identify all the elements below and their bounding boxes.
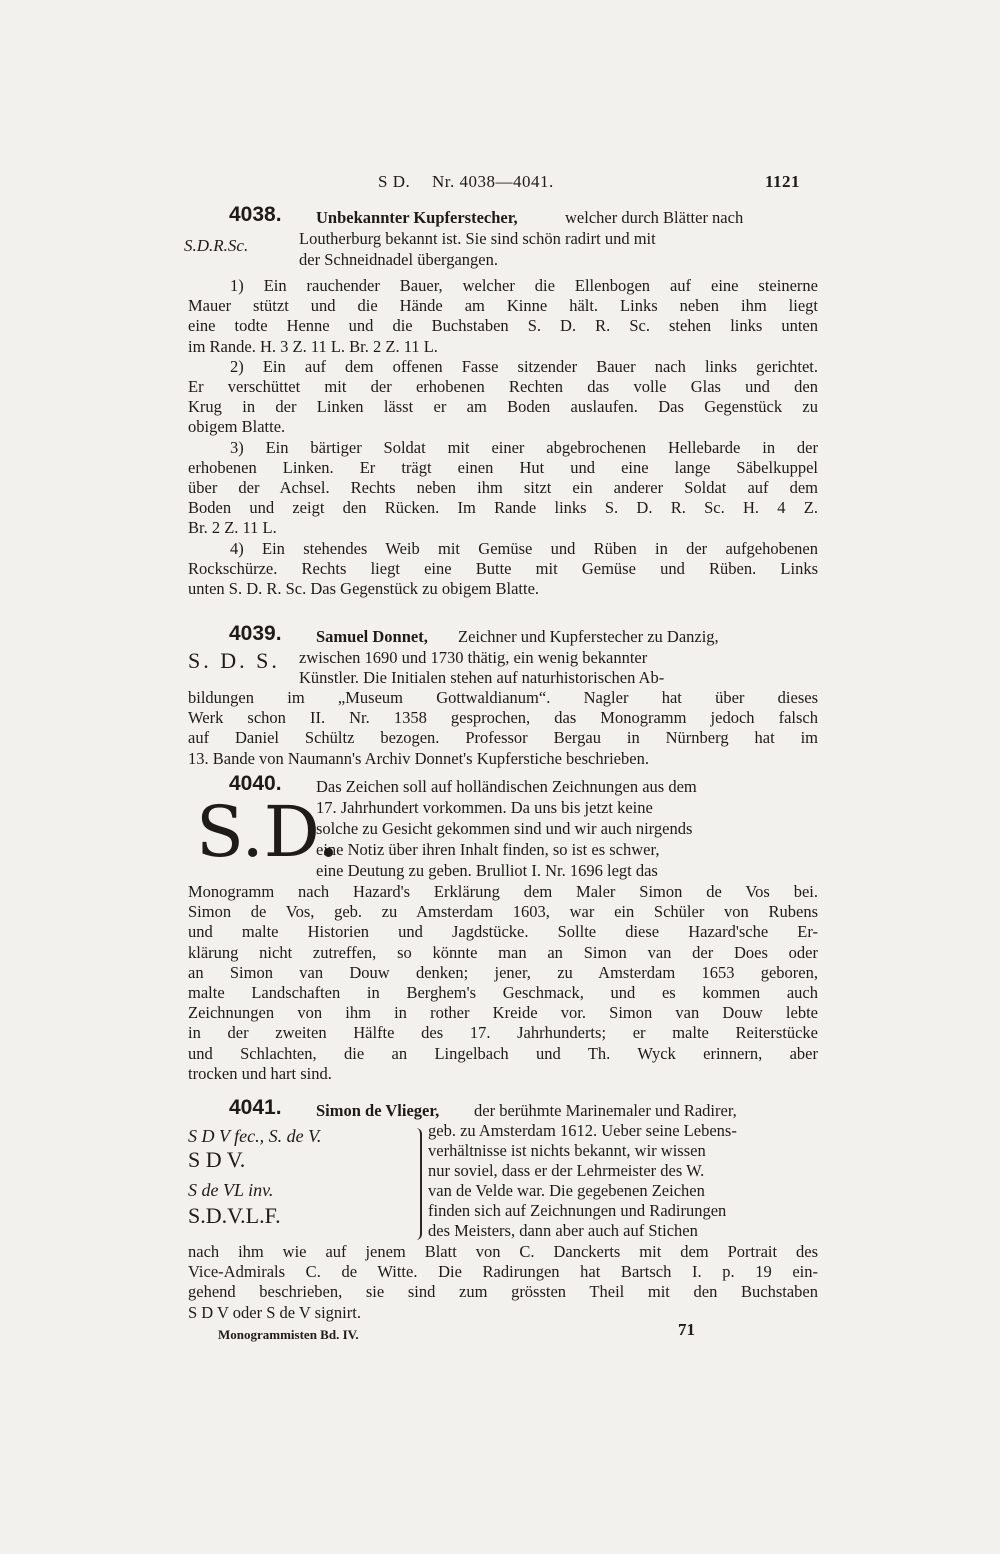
monogram-4041-b: S D V.: [188, 1147, 246, 1172]
entry-line: gehend beschrieben, sie sind zum grössten Theil mit den Buchstaben: [188, 1282, 818, 1302]
entry-line: in der zweiten Hälfte des 17. Jahrhunderts; er malte Reiterstücke: [188, 1023, 818, 1043]
monogram-4041-a: S D V fec., S. de V.: [188, 1126, 322, 1146]
entry-line: 2) Ein auf dem offenen Fasse sitzender Bauer nach links gerichtet.: [230, 356, 818, 376]
entry-line: eine Notiz über ihren Inhalt finden, so ist es schwer,: [316, 840, 660, 859]
entry-line: malte Landschaften in Berghem's Geschmack, und es kommen auch: [188, 983, 818, 1003]
header-center: Nr. 4038—4041.: [432, 172, 554, 191]
monogram-4041-c: S de VL inv.: [188, 1180, 274, 1200]
entry-line: geb. zu Amsterdam 1612. Ueber seine Lebens-: [428, 1121, 737, 1140]
entry-title-4038: Unbekannter Kupferstecher,: [316, 208, 518, 227]
entry-line: Monogramm nach Hazard's Erklärung dem Maler Simon de Vos bei.: [188, 882, 818, 901]
entry-line: Simon de Vos, geb. zu Amsterdam 1603, war ein Schüler von Rubens: [188, 902, 818, 922]
entry-body-4038: [188, 276, 818, 599]
entry-line: zwischen 1690 und 1730 thätig, ein wenig bekannter: [299, 648, 648, 667]
entry-line: 4) Ein stehendes Weib mit Gemüse und Rüben in der aufgehobenen: [230, 538, 818, 558]
entry-line: nach ihm wie auf jenem Blatt von C. Danckerts mit dem Portrait des: [188, 1242, 818, 1261]
entry-line: im Rande. H. 3 Z. 11 L. Br. 2 Z. 11 L.: [188, 336, 438, 356]
entry-line: Werk schon II. Nr. 1358 gesprochen, das Monogramm jedoch falsch: [188, 708, 818, 728]
entry-line: 17. Jahrhundert vorkommen. Da uns bis jetzt keine: [316, 798, 653, 817]
entry-title-4041: Simon de Vlieger,: [316, 1101, 440, 1120]
monogram-4038: S.D.R.Sc.: [184, 236, 249, 255]
entry-line: erhobenen Linken. Er trägt einen Hut und eine lange Säbelkuppel: [188, 457, 818, 477]
entry-line: eine Deutung zu geben. Brulliot I. Nr. 1696 legt das: [316, 861, 658, 880]
entry-line: solche zu Gesicht gekommen sind und wir auch nirgends: [316, 819, 693, 838]
entry-line: eine todte Henne und die Buchstaben S. D. R. Sc. stehen links unten: [188, 316, 818, 336]
header-left: S D.: [378, 172, 411, 191]
entry-line: obigem Blatte.: [188, 417, 286, 437]
entry-line: Er verschüttet mit der erhobenen Rechten das volle Glas und den: [188, 377, 818, 397]
entry-line: 13. Bande von Naumann's Archiv Donnet's Kupferstiche beschrieben.: [188, 748, 649, 768]
entry-line: klärung nicht zutreffen, so könnte man an Simon van der Does oder: [188, 942, 818, 962]
monogram-4039: S. D. S.: [188, 648, 280, 673]
entry-line: S D V oder S de V signirt.: [188, 1302, 361, 1322]
entry-line: Loutherburg bekannt ist. Sie sind schön radirt und mit: [299, 229, 656, 248]
entry-line: Rockschürze. Rechts liegt eine Butte mit Gemüse und Rüben. Links: [188, 558, 818, 578]
entry-line: Zeichnungen von ihm in rother Kreide vor. Simon van Douw lebte: [188, 1003, 818, 1023]
entry-number-4041: 4041.: [229, 1096, 282, 1119]
entry-line: Das Zeichen soll auf holländischen Zeichnungen aus dem: [316, 777, 697, 796]
entry-number-4040: 4040.: [229, 772, 282, 795]
entry-line: trocken und hart sind.: [188, 1063, 332, 1083]
footer-volume: Monogrammisten Bd. IV.: [218, 1327, 359, 1342]
entry-line: finden sich auf Zeichnungen und Radirungen: [428, 1201, 727, 1220]
entry-line: des Meisters, dann aber auch auf Stichen: [428, 1221, 698, 1240]
entry-line: Krug in der Linken lässt er am Boden auslaufen. Das Gegenstück zu: [188, 397, 818, 417]
entry-line: 1) Ein rauchender Bauer, welcher die Ellenbogen auf eine steinerne: [230, 276, 818, 295]
entry-line: Mauer stützt und die Hände am Kinne hält. Links neben ihm liegt: [188, 296, 818, 316]
entry-line: Künstler. Die Initialen stehen auf naturhistorischen Ab-: [299, 668, 665, 687]
entry-body-4040: [188, 882, 818, 1084]
entry-line: Zeichner und Kupferstecher zu Danzig,: [458, 627, 719, 646]
entry-line: verhältnisse ist nichts bekannt, wir wissen: [428, 1141, 706, 1160]
entry-line: und Schlachten, die an Lingelbach und Th. Wyck erinnern, aber: [188, 1043, 818, 1063]
entry-line: der berühmte Marinemaler und Radirer,: [474, 1101, 737, 1120]
entry-line: der Schneidnadel übergangen.: [299, 250, 498, 269]
entry-body-4041: [188, 1242, 818, 1323]
entry-number-4038: 4038.: [229, 203, 282, 226]
entry-line: Boden und zeigt den Rücken. Im Rande links S. D. R. Sc. H. 4 Z.: [188, 498, 818, 518]
page-number: 1121: [765, 172, 801, 191]
entry-line: 3) Ein bärtiger Soldat mit einer abgebrochenen Hellebarde in der: [230, 437, 818, 457]
entry-line: über der Achsel. Rechts neben ihm sitzt ein anderer Soldat auf dem: [188, 478, 818, 498]
entry-line: Br. 2 Z. 11 L.: [188, 518, 277, 538]
entry-line: Vice-Admirals C. de Witte. Die Radirungen hat Bartsch I. p. 19 ein-: [188, 1262, 818, 1282]
entry-line: nur soviel, dass er der Lehrmeister des W.: [428, 1161, 705, 1180]
entry-title-4039: Samuel Donnet,: [316, 627, 428, 646]
monogram-4040: S.D.: [196, 791, 340, 873]
monogram-4041-d: S.D.V.L.F.: [188, 1203, 281, 1228]
entry-line: bildungen im „Museum Gottwaldianum“. Nagler hat über dieses: [188, 688, 818, 707]
brace-divider: [410, 1128, 422, 1240]
entry-line: unten S. D. R. Sc. Das Gegenstück zu obigem Blatte.: [188, 579, 540, 599]
entry-body-4039: [188, 688, 818, 769]
entry-line: van de Velde war. Die gegebenen Zeichen: [428, 1181, 705, 1200]
footer-signature: 71: [678, 1320, 695, 1339]
entry-line: an Simon van Douw denken; jener, zu Amsterdam 1653 geboren,: [188, 962, 818, 982]
entry-number-4039: 4039.: [229, 622, 282, 645]
entry-line: und malte Historien und Jagdstücke. Sollte diese Hazard'sche Er-: [188, 922, 818, 942]
entry-line: welcher durch Blätter nach: [565, 208, 744, 227]
entry-line: auf Daniel Schültz bezogen. Professor Bergau in Nürnberg hat im: [188, 728, 818, 748]
